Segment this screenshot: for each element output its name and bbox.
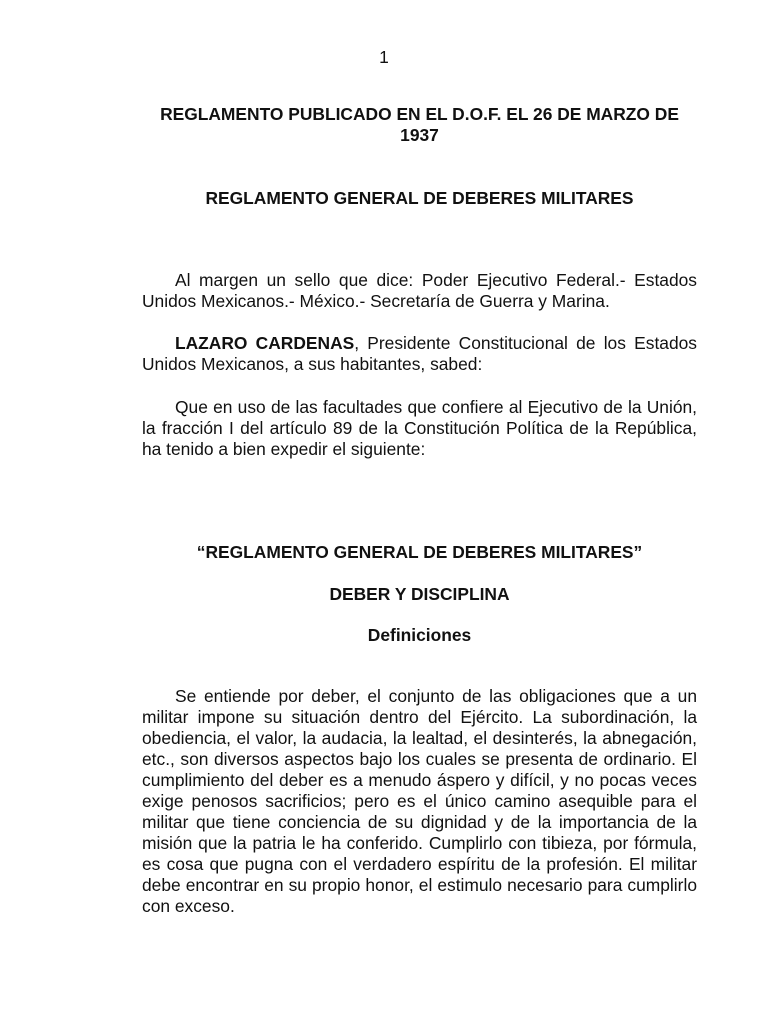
president-name: LAZARO CARDENAS xyxy=(175,333,355,353)
paragraph-faculties: Que en uso de las facultades que confiere al Ejecutivo de la Unión, la fracción I del artículo 89 de la Constitución Política de la República, ha tenido a bien expedir el siguiente: xyxy=(142,397,697,459)
president-text: , Presidente Constitucional de los Estados Unidos Mexicanos, a sus habitantes, sabed: xyxy=(142,333,697,374)
section-heading: DEBER Y DISCIPLINA xyxy=(329,584,510,604)
publication-heading: REGLAMENTO PUBLICADO EN EL D.O.F. EL 26 DE MARZO DE 1937 xyxy=(160,104,679,145)
subsection-heading: Definiciones xyxy=(367,625,472,645)
paragraph-seal: Al margen un sello que dice: Poder Ejecutivo Federal.- Estados Unidos Mexicanos.- México.- Secretaría de Guerra y Marina. xyxy=(142,270,697,311)
page-number: 1 xyxy=(379,47,389,67)
document-title: REGLAMENTO GENERAL DE DEBERES MILITARES xyxy=(205,188,634,208)
paragraph-president xyxy=(142,333,697,375)
paragraph-definition: Se entiende por deber, el conjunto de las obligaciones que a un militar impone su situación dentro del Ejército. La subordinación, la obediencia, el valor, la audacia, la lealtad, el desinterés, la abnegación, etc., son diversos aspectos bajo los cuales se presenta de ordinario. El cumplimiento del deber es a menudo áspero y difícil, y no pocas veces exige penosos sacrificios; pero es el único camino asequible para el militar que tiene conciencia de su dignidad y de la importancia de la misión que la patria le ha conferido. Cumplirlo con tibieza, por fórmula, es cosa que pugna con el verdadero espíritu de la profesión. El militar debe encontrar en su propio honor, el estimulo necesario para cumplirlo con exceso. xyxy=(142,686,697,916)
quoted-title: “REGLAMENTO GENERAL DE DEBERES MILITARES” xyxy=(196,542,643,562)
